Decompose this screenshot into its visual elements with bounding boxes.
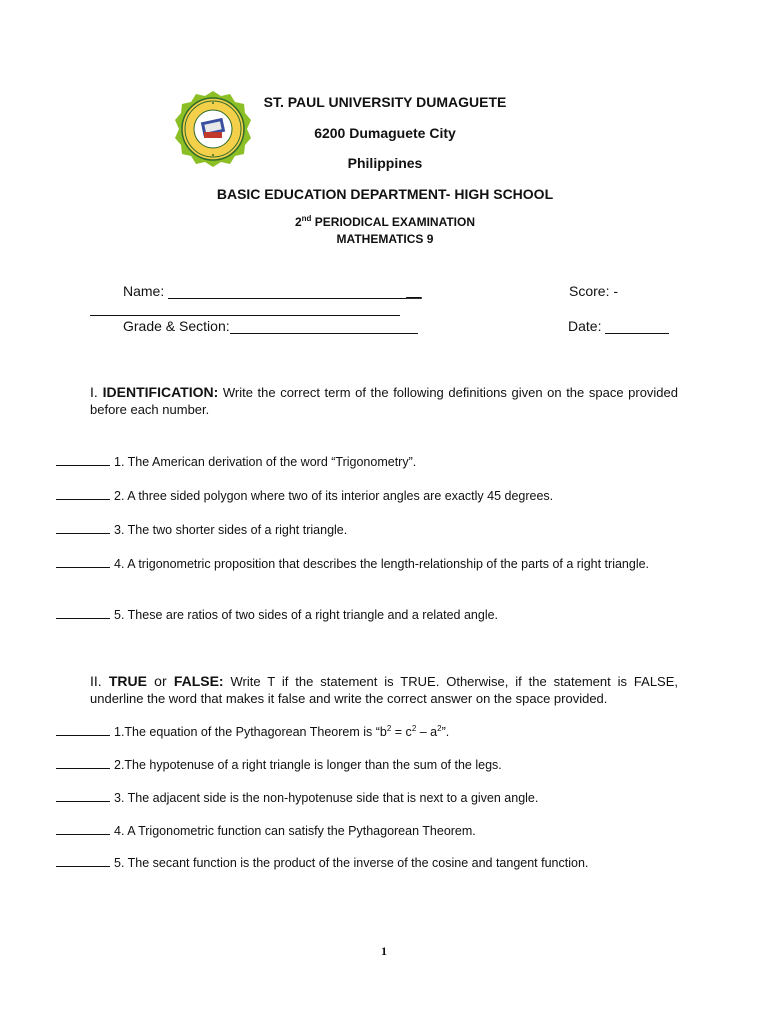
list-item — [56, 789, 676, 807]
item-text: = c — [391, 725, 412, 739]
answer-blank[interactable] — [56, 789, 110, 802]
answer-blank[interactable] — [56, 453, 110, 466]
section1-instructions — [90, 384, 678, 418]
department: BASIC EDUCATION DEPARTMENT- HIGH SCHOOL — [216, 186, 554, 202]
section2-keyword-true: TRUE — [108, 673, 147, 689]
list-item — [56, 453, 676, 471]
exam-ordinal: 2 — [294, 215, 302, 229]
exponent: 2 — [411, 723, 417, 733]
divider-line — [90, 315, 400, 316]
answer-blank[interactable] — [56, 606, 110, 619]
section1-instruction: Write the correct term of the following definitions given on the space provided before each number. — [90, 385, 679, 417]
section2-connector: or — [146, 673, 174, 689]
name-suffix: __ — [406, 283, 422, 299]
answer-blank[interactable] — [56, 487, 110, 500]
name-label: Name: — [123, 283, 169, 299]
list-item — [56, 756, 676, 774]
list-item — [56, 521, 676, 539]
item-text: 4. A trigonometric proposition that describes the length-relationship of the parts of a right triangle. — [114, 557, 650, 571]
score-label: Score: - — [569, 283, 619, 299]
section2-instructions — [90, 673, 678, 707]
exam-ordinal-suffix: nd — [301, 214, 312, 223]
answer-blank[interactable] — [56, 822, 110, 835]
answer-blank[interactable] — [56, 756, 110, 769]
item-text: 1.The equation of the Pythagorean Theorem is “b — [114, 725, 387, 739]
city: 6200 Dumaguete City — [314, 125, 456, 141]
item-text: 2.The hypotenuse of a right triangle is longer than the sum of the legs. — [114, 758, 502, 772]
answer-blank[interactable] — [56, 723, 110, 736]
exponent: 2 — [386, 723, 392, 733]
item-text: 1. The American derivation of the word “Trigonometry”. — [114, 455, 417, 469]
country: Philippines — [347, 155, 423, 171]
name-field[interactable] — [123, 283, 422, 299]
grade-section-field[interactable] — [123, 318, 418, 334]
list-item — [56, 606, 676, 624]
item-text: 2. A three sided polygon where two of its interior angles are exactly 45 degrees. — [114, 489, 554, 503]
list-item — [56, 822, 676, 840]
section2-keyword-false: FALSE: — [173, 673, 224, 689]
name-blank[interactable] — [168, 284, 406, 299]
item-text: ”. — [441, 725, 450, 739]
grade-section-label: Grade & Section: — [123, 318, 230, 334]
answer-blank[interactable] — [56, 521, 110, 534]
list-item — [56, 854, 676, 872]
section1-keyword: IDENTIFICATION: — [102, 384, 219, 400]
item-text: 3. The two shorter sides of a right triangle. — [114, 523, 348, 537]
answer-blank[interactable] — [56, 854, 110, 867]
section2-numeral: II. — [90, 673, 109, 689]
item-text: 5. The secant function is the product of the inverse of the cosine and tangent function. — [114, 856, 589, 870]
exam-title-text: PERIODICAL EXAMINATION — [311, 215, 476, 229]
section2-instruction: Write T if the statement is TRUE. Otherwise, if the statement is FALSE, underline the word that makes it false and write the correct answer on the space provided. — [90, 674, 678, 706]
subject: MATHEMATICS 9 — [336, 232, 434, 246]
page-number: 1 — [381, 944, 387, 958]
section1-numeral: I. — [90, 384, 103, 400]
item-text: 3. The adjacent side is the non-hypotenuse side that is next to a given angle. — [114, 791, 539, 805]
item-text: – a — [416, 725, 438, 739]
university-name: ST. PAUL UNIVERSITY DUMAGUETE — [263, 94, 507, 110]
exam-title — [160, 215, 610, 229]
exponent: 2 — [437, 723, 442, 733]
item-text: 5. These are ratios of two sides of a right triangle and a related angle. — [114, 608, 499, 622]
answer-blank[interactable] — [56, 555, 110, 568]
list-item — [56, 487, 676, 505]
date-blank[interactable] — [605, 319, 669, 334]
list-item — [56, 555, 676, 573]
grade-section-blank[interactable] — [230, 319, 418, 334]
item-text: 4. A Trigonometric function can satisfy the Pythagorean Theorem. — [114, 824, 476, 838]
list-item — [56, 723, 676, 741]
date-field[interactable] — [568, 318, 669, 334]
date-label: Date: — [568, 318, 606, 334]
